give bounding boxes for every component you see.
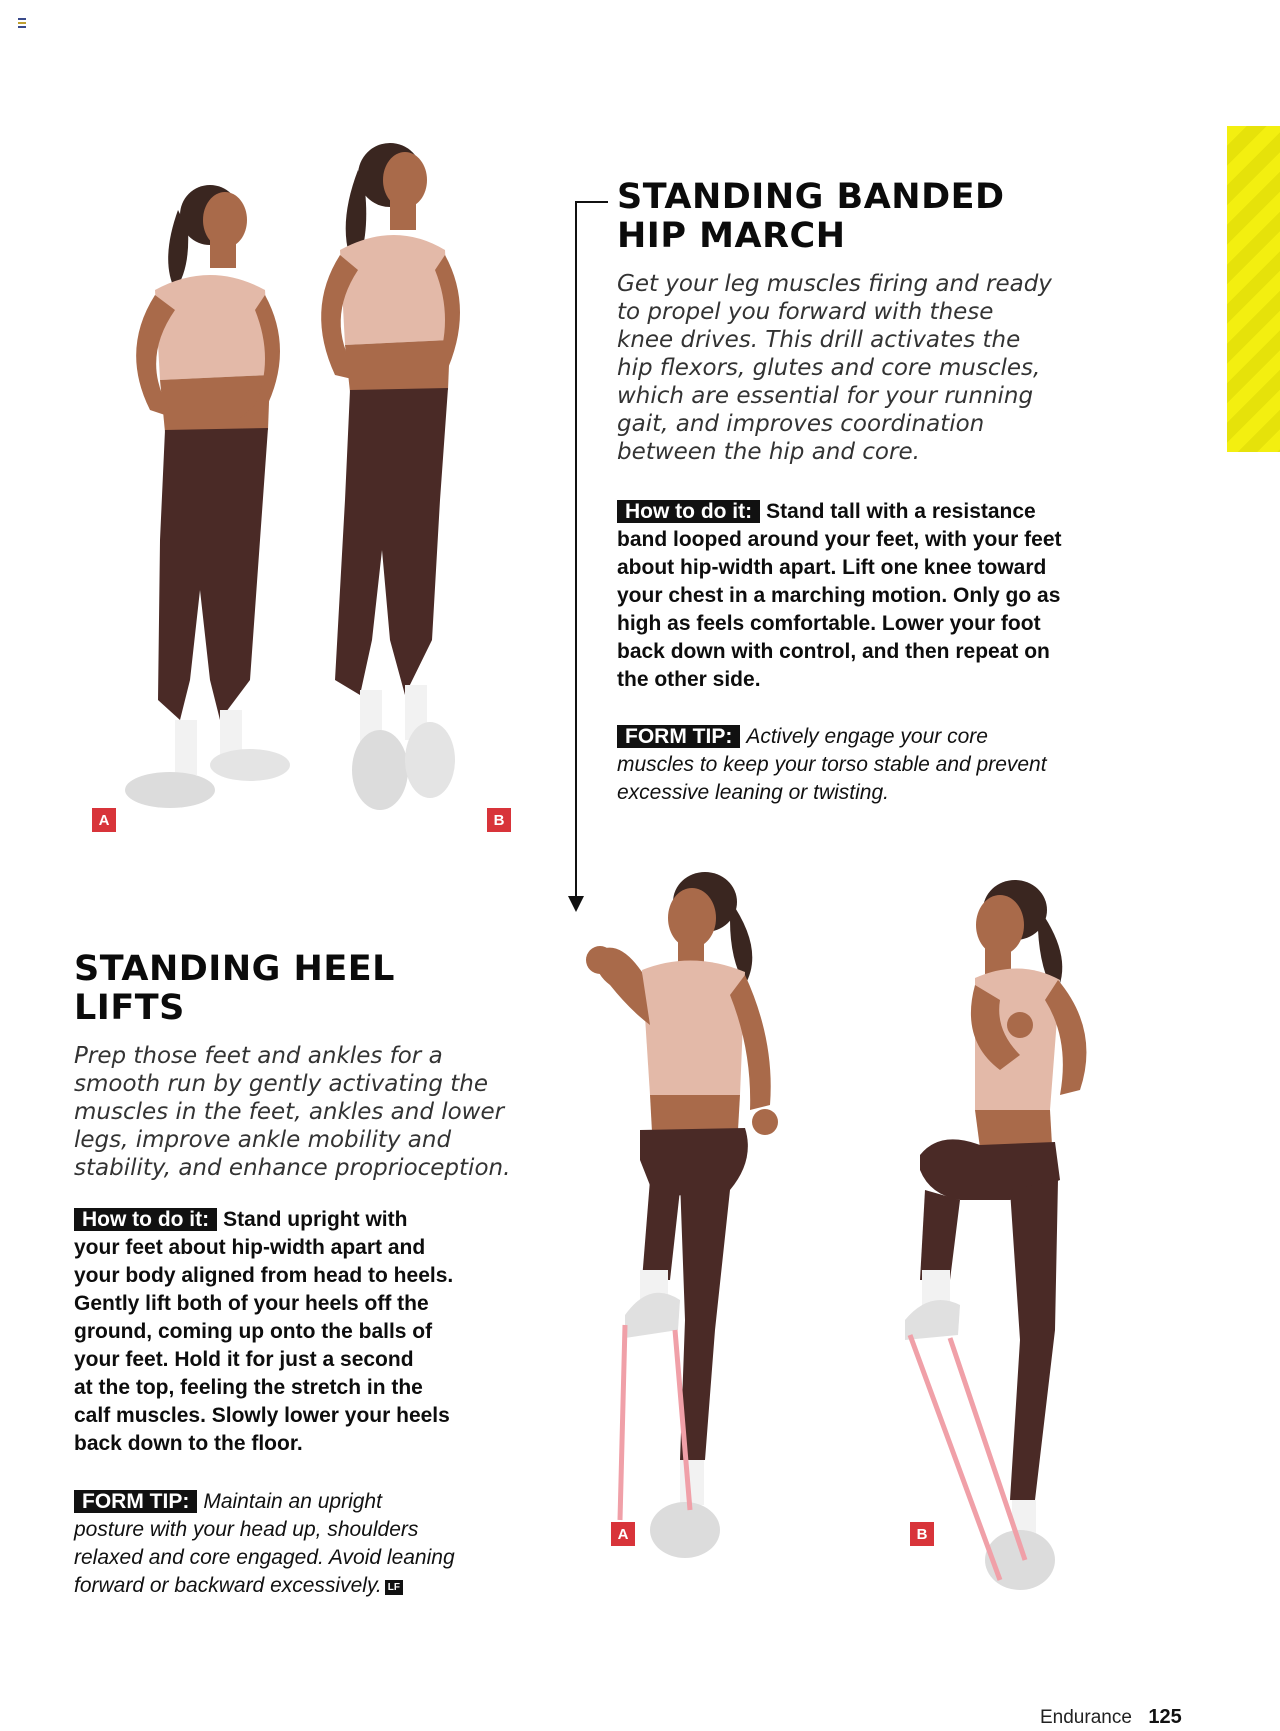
page-footer	[1040, 1706, 1182, 1729]
howto-line: back down with control, and then repeat on	[617, 640, 1050, 663]
title-line: LIFTS	[74, 988, 185, 1028]
photo-label-b: B	[487, 808, 511, 832]
hip-march-photo	[580, 860, 1140, 1620]
figure-b	[321, 143, 460, 810]
howto-line: about hip-width apart. Lift one knee toward	[617, 556, 1047, 579]
howto-line: Stand upright with	[223, 1208, 408, 1231]
howto-line: ground, coming up onto the balls of	[74, 1320, 433, 1343]
intro-line: hip flexors, glutes and core muscles,	[617, 355, 1041, 381]
howto-label: How to do it:	[617, 500, 760, 523]
howto-line: at the top, feeling the stretch in the	[74, 1376, 423, 1399]
photo-label-a: A	[611, 1522, 635, 1546]
tip-line: excessive leaning or twisting.	[617, 781, 889, 804]
form-tip-label: FORM TIP:	[74, 1490, 197, 1513]
hip-march-intro	[617, 270, 1177, 466]
footer-section-name: Endurance	[1040, 1707, 1132, 1728]
lf-logo-mark: LF	[385, 1580, 403, 1595]
howto-line: your feet about hip-width apart and	[74, 1236, 426, 1259]
heel-lifts-form-tip	[74, 1488, 514, 1600]
photo-label-a: A	[92, 808, 116, 832]
tip-line: relaxed and core engaged. Avoid leaning	[74, 1546, 455, 1569]
heel-lifts-howto	[74, 1206, 494, 1458]
howto-line: high as feels comfortable. Lower your foot	[617, 612, 1041, 635]
heel-lifts-photo	[60, 120, 540, 910]
intro-line: stability, and enhance proprioception.	[74, 1155, 511, 1181]
howto-line: your chest in a marching motion. Only go as	[617, 584, 1061, 607]
connector-arrow	[560, 196, 610, 916]
intro-line: smooth run by gently activating the	[74, 1071, 489, 1097]
hip-march-title	[617, 178, 1005, 256]
intro-line: which are essential for your running	[617, 383, 1034, 409]
photo-label-b: B	[910, 1522, 934, 1546]
section-tab-accent	[1227, 126, 1280, 452]
title-line: HIP MARCH	[617, 216, 846, 256]
howto-line: Gently lift both of your heels off the	[74, 1292, 429, 1315]
hip-march-form-tip	[617, 723, 1187, 807]
hip-march-howto	[617, 498, 1187, 694]
howto-line: your feet. Hold it for just a second	[74, 1348, 414, 1371]
tip-line: muscles to keep your torso stable and prevent	[617, 753, 1047, 776]
page-number: 125	[1148, 1706, 1182, 1728]
intro-line: knee drives. This drill activates the	[617, 327, 1021, 353]
howto-line: your body aligned from head to heels.	[74, 1264, 454, 1287]
title-line: STANDING BANDED	[617, 177, 1005, 217]
howto-line: the other side.	[617, 668, 761, 691]
figure-a	[586, 872, 778, 1558]
tip-line: posture with your head up, shoulders	[74, 1518, 419, 1541]
howto-line: back down to the floor.	[74, 1432, 303, 1455]
intro-line: between the hip and core.	[617, 439, 920, 465]
howto-line: Stand tall with a resistance	[766, 500, 1036, 523]
figure-b	[905, 880, 1086, 1590]
intro-line: legs, improve ankle mobility and	[74, 1127, 452, 1153]
title-line: STANDING HEEL	[74, 949, 395, 989]
howto-label: How to do it:	[74, 1208, 217, 1231]
tip-line: Maintain an upright	[203, 1490, 382, 1513]
heel-lifts-title	[74, 950, 395, 1028]
tip-line: forward or backward excessively.	[74, 1574, 382, 1597]
howto-line: band looped around your feet, with your feet	[617, 528, 1062, 551]
intro-line: to propel you forward with these	[617, 299, 994, 325]
intro-line: gait, and improves coordination	[617, 411, 985, 437]
intro-line: Get your leg muscles firing and ready	[617, 271, 1052, 297]
form-tip-label: FORM TIP:	[617, 725, 740, 748]
tip-line: Actively engage your core	[746, 725, 988, 748]
intro-line: muscles in the feet, ankles and lower	[74, 1099, 505, 1125]
heel-lifts-intro	[74, 1042, 554, 1182]
figure-a	[125, 185, 290, 808]
menu-icon	[18, 18, 26, 30]
intro-line: Prep those feet and ankles for a	[74, 1043, 443, 1069]
howto-line: calf muscles. Slowly lower your heels	[74, 1404, 450, 1427]
